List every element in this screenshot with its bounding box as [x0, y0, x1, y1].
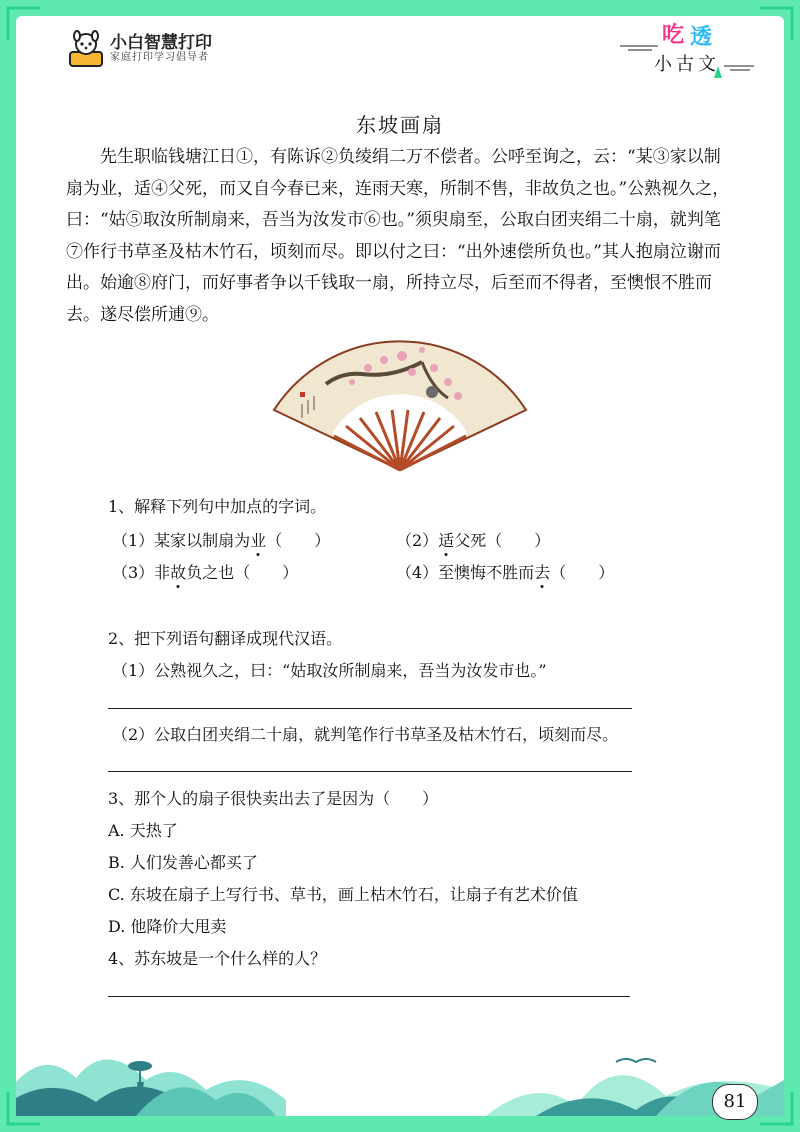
dotted-char: 故 — [170, 563, 187, 582]
badge-char-2: 透 — [690, 25, 713, 50]
mountain-landscape-decoration — [16, 1010, 784, 1116]
dotted-char: 业 — [250, 531, 267, 550]
answer-line-4[interactable] — [108, 996, 630, 997]
answer-line-2-2[interactable] — [108, 771, 632, 772]
brand-name: 小白智慧打印 — [110, 33, 212, 53]
question-1-item-1: （1）某家以制扇为业（ ） — [112, 531, 331, 550]
classical-text-passage — [66, 142, 736, 331]
question-3-option-c[interactable]: C. 东坡在扇子上写行书、草书，画上枯木竹石，让扇子有艺术价值 — [108, 885, 578, 904]
lesson-title: 东坡画扇 — [356, 113, 444, 137]
dotted-char: 适 — [438, 531, 455, 550]
question-1-item-3: （3）非故负之也（ ） — [112, 563, 299, 582]
question-3-stem: 3、那个人的扇子很快卖出去了是因为（ ） — [108, 789, 439, 808]
dog-logo-icon — [68, 30, 104, 68]
answer-line-2-1[interactable] — [108, 708, 632, 709]
dotted-char: 去 — [534, 563, 551, 582]
question-1-item-2: （2）适父死（ ） — [396, 531, 551, 550]
series-badge — [618, 16, 758, 82]
question-3-option-b[interactable]: B. 人们发善心都买了 — [108, 853, 258, 872]
question-3-option-d[interactable]: D. 他降价大甩卖 — [108, 917, 227, 936]
question-4-stem: 4、苏东坡是一个什么样的人？ — [108, 949, 327, 968]
folding-fan-illustration — [272, 338, 528, 472]
question-3-option-a[interactable]: A. 天热了 — [108, 821, 178, 840]
question-2-stem: 2、把下列语句翻译成现代汉语。 — [108, 629, 343, 648]
brand-header — [68, 30, 212, 68]
brand-slogan: 家庭打印学习倡导者 — [110, 52, 209, 63]
question-1-item-4: （4）至懊悔不胜而去（ ） — [396, 563, 615, 582]
badge-series-name: 小古文 — [654, 54, 720, 75]
page-number: 81 — [712, 1084, 758, 1120]
question-2-sentence-2: （2）公取白团夹绢二十扇，就判笔作行书草圣及枯木竹石，顷刻而尽。 — [112, 725, 619, 744]
badge-char-1: 吃 — [662, 23, 685, 48]
question-2-sentence-1: （1）公熟视久之，曰：“姑取汝所制扇来，吾当为汝发市也。” — [112, 661, 547, 680]
passage-text: 先生职临钱塘江日①，有陈诉②负绫绢二万不偿者。公呼至询之，云：“某③家以制扇为业，适④父死，而又自今春已来，连雨天寒，所制不售，非故负之也。”公熟视久之，曰：“姑⑤取汝所制扇来，吾当为汝发市⑥也。”须臾扇至，公取白团夹绢二十扇，就判笔⑦作行书草圣及枯木竹石，顷刻而尽。即以付之曰：“出外速偿所负也。”其人抱扇泣谢而出。始逾⑧府门，而好事者争以千钱取一扇，所持立尽，后至而不得者，至懊恨不胜而去。遂尽偿所逋⑨。 — [66, 147, 730, 325]
question-1-stem: 1、解释下列句中加点的字词。 — [108, 497, 327, 516]
